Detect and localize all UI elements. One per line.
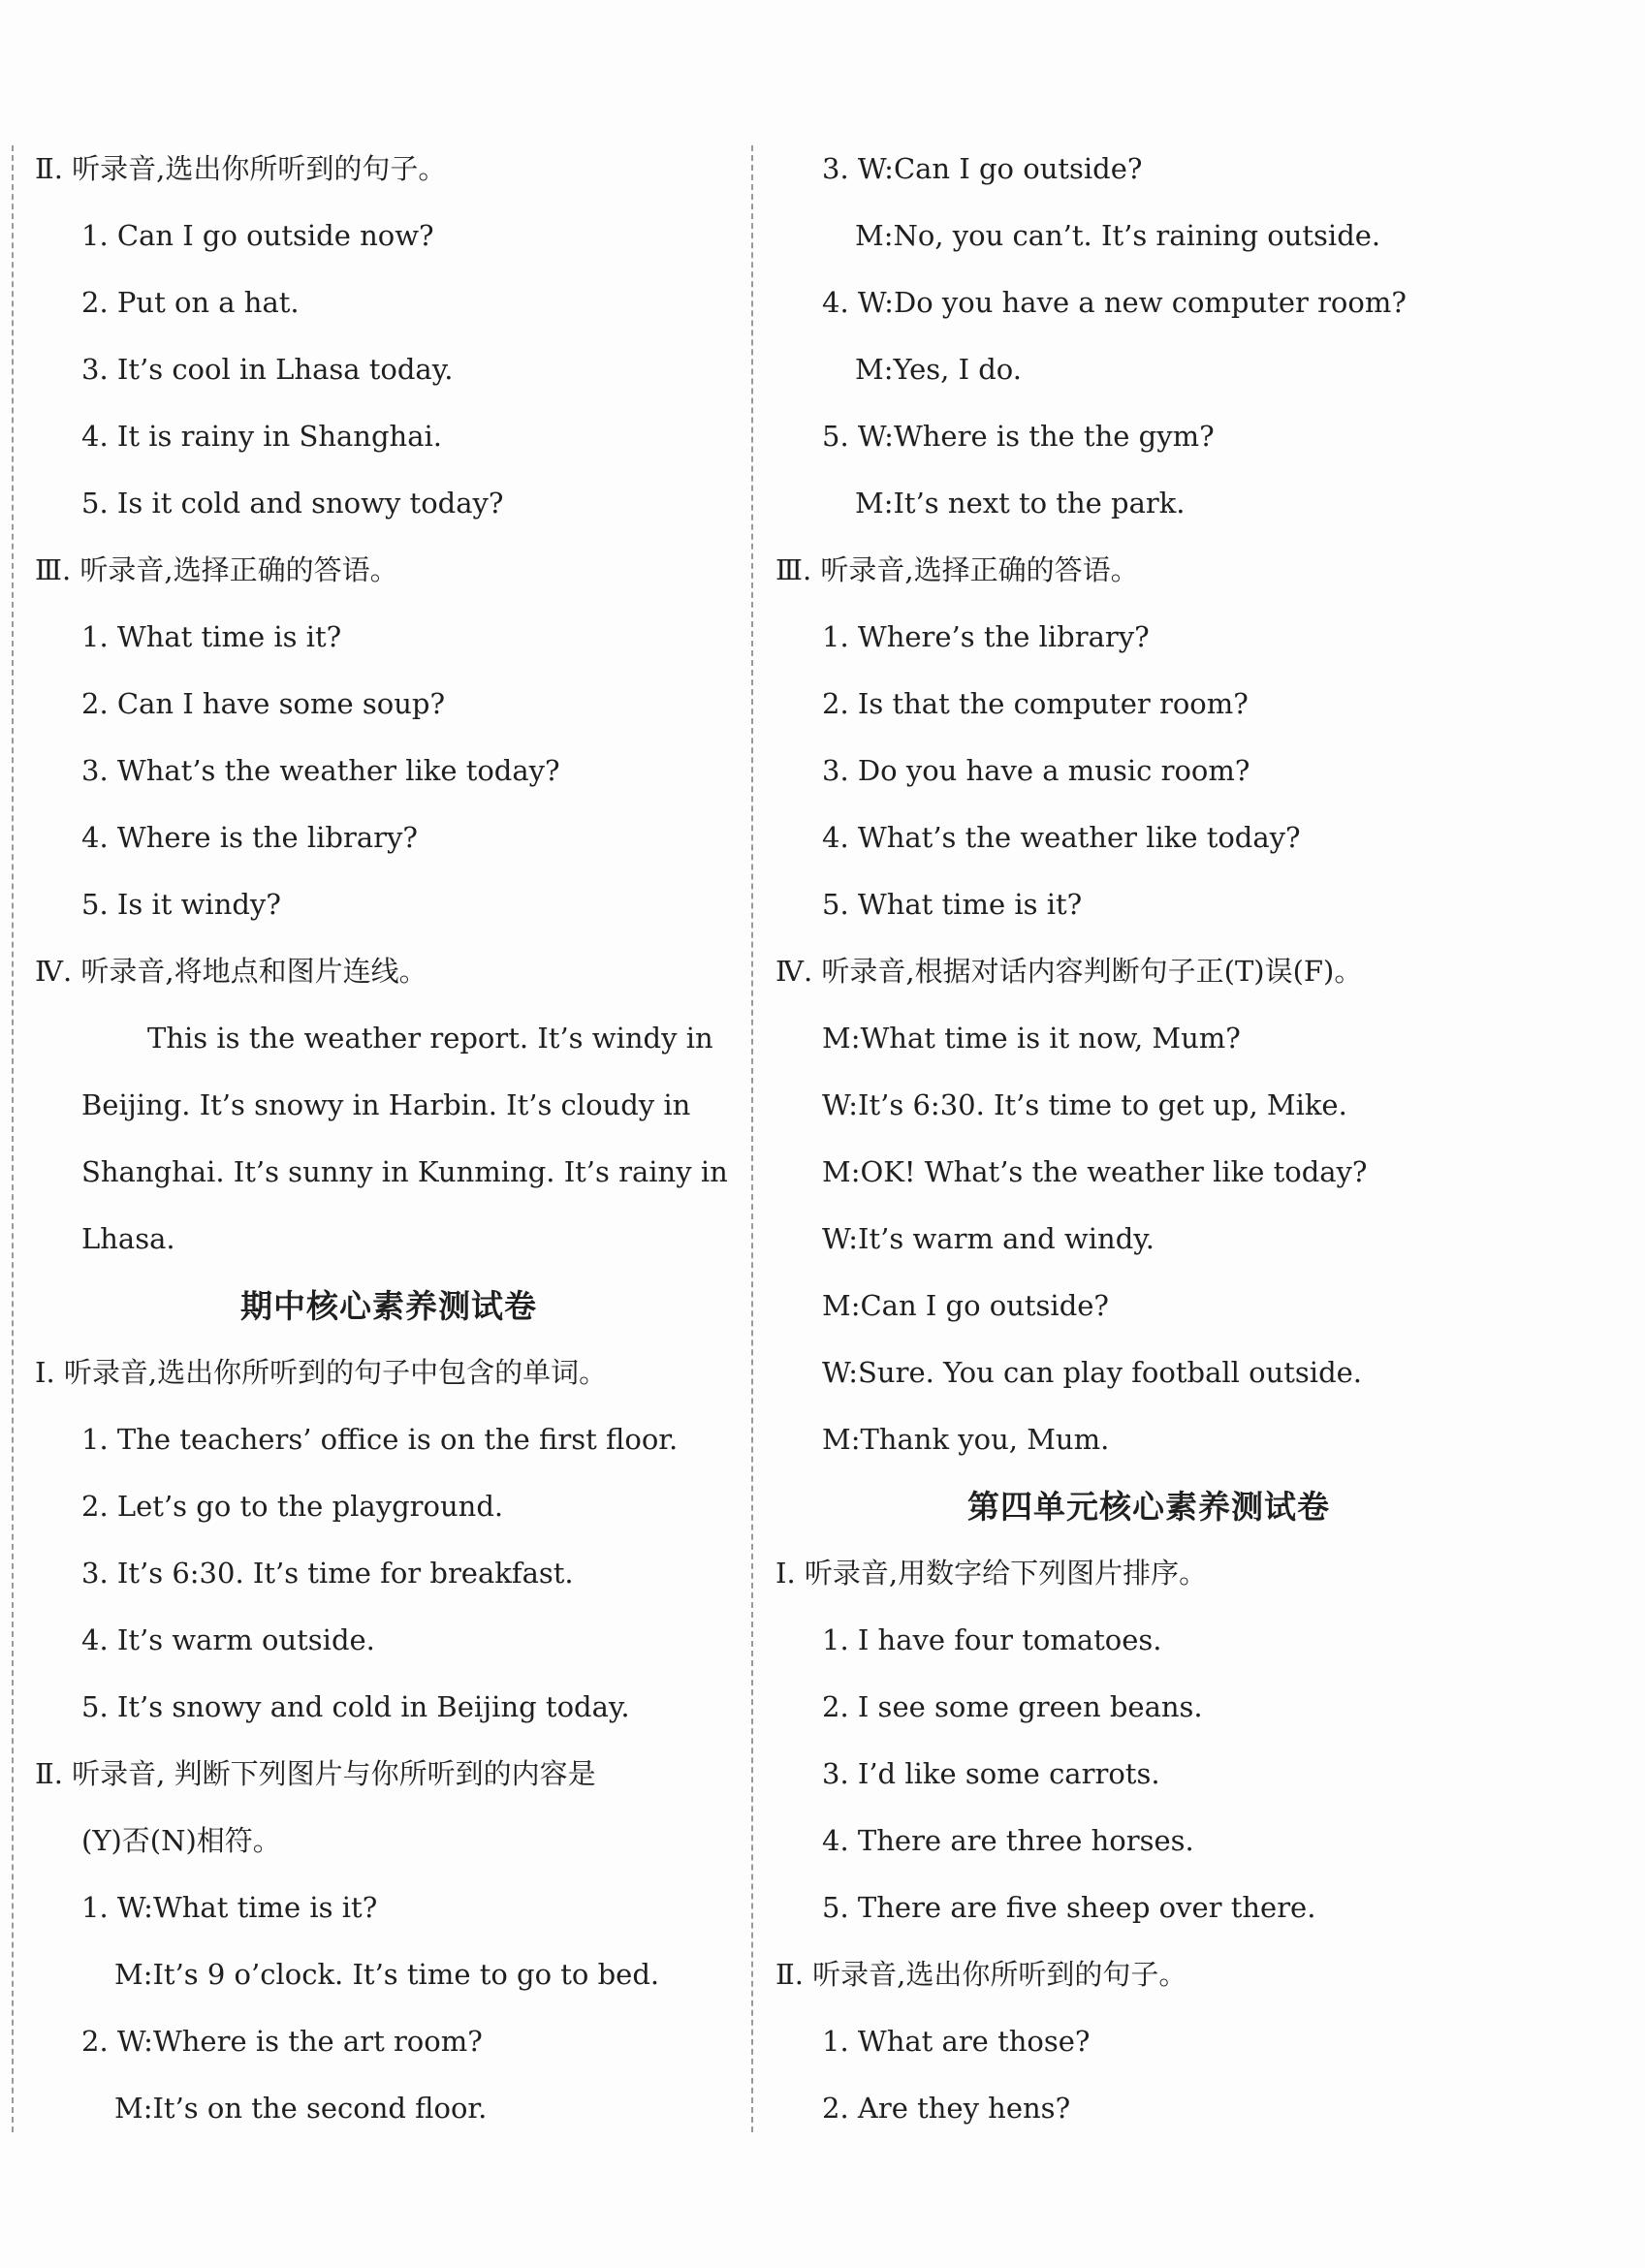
left-margin-divider [12,145,14,2132]
dialog-line: 1. W:What time is it? [81,1891,378,1924]
list-item: 5. There are five sheep over there. [822,1891,1316,1924]
dialog-line: M:It’s on the second floor. [114,2092,488,2125]
section-heading: Ⅱ. 听录音,选出你所听到的句子。 [775,1958,1187,1991]
dialog-line: 5. W:Where is the the gym? [822,420,1215,453]
dialog-line: M:It’s next to the park. [855,487,1186,520]
list-item: 1. Can I go outside now? [81,219,434,252]
list-item: 1. The teachers’ office is on the first floor. [81,1423,679,1456]
dialog-line: M:OK! What’s the weather like today? [822,1155,1368,1188]
list-item: 3. What’s the weather like today? [81,754,560,787]
list-item: 4. What’s the weather like today? [822,821,1301,854]
section-heading: Ⅰ. 听录音,选出你所听到的句子中包含的单词。 [35,1356,608,1389]
list-item: 1. What are those? [822,2025,1091,2058]
dialog-line: 3. W:Can I go outside? [822,152,1143,185]
list-item: 1. Where’s the library? [822,620,1150,653]
dialog-line: W:It’s warm and windy. [822,1222,1155,1255]
dialog-line: 4. W:Do you have a new computer room? [822,286,1407,319]
dialog-line: M:What time is it now, Mum? [822,1022,1241,1055]
list-item: 2. Is that the computer room? [822,687,1249,720]
dialog-line: M:It’s 9 o’clock. It’s time to go to bed. [114,1958,660,1991]
list-item: 1. What time is it? [81,620,342,653]
unit4-title: 第四单元核心素养测试卷 [967,1488,1330,1526]
midterm-title: 期中核心素养测试卷 [240,1287,537,1325]
list-item: 2. Can I have some soup? [81,687,446,720]
paragraph-line: Shanghai. It’s sunny in Kunming. It’s rainy in [81,1155,728,1188]
dialog-line: M:Thank you, Mum. [822,1423,1110,1456]
paragraph-line: Beijing. It’s snowy in Harbin. It’s cloudy in [81,1088,691,1121]
paragraph-line: Lhasa. [81,1222,175,1255]
list-item: 4. There are three horses. [822,1824,1194,1857]
list-item: 2. Put on a hat. [81,286,300,319]
section-heading: Ⅱ. 听录音,选出你所听到的句子。 [35,152,447,185]
list-item: 2. Are they hens? [822,2092,1071,2125]
section-heading: Ⅳ. 听录音,将地点和图片连线。 [35,955,427,988]
dialog-line: W:Sure. You can play football outside. [822,1356,1363,1389]
list-item: 2. Let’s go to the playground. [81,1490,504,1523]
list-item: 5. Is it cold and snowy today? [81,487,504,520]
dialog-line: M:Yes, I do. [855,353,1022,386]
dialog-line: M:No, you can’t. It’s raining outside. [855,219,1381,252]
paragraph-line: This is the weather report. It’s windy in [147,1022,713,1055]
section-heading: Ⅰ. 听录音,用数字给下列图片排序。 [775,1557,1208,1590]
dialog-line: M:Can I go outside? [822,1289,1109,1322]
list-item: 4. Where is the library? [81,821,418,854]
list-item: 3. Do you have a music room? [822,754,1250,787]
list-item: 5. What time is it? [822,888,1083,921]
left-column [35,136,743,2142]
list-item: 4. It’s warm outside. [81,1623,375,1656]
section-heading-continued: (Y)否(N)相符。 [81,1824,281,1857]
list-item: 2. I see some green beans. [822,1690,1203,1723]
list-item: 4. It is rainy in Shanghai. [81,420,443,453]
list-item: 5. Is it windy? [81,888,281,921]
list-item: 3. It’s 6:30. It’s time for breakfast. [81,1557,574,1590]
column-divider [751,145,753,2132]
list-item: 3. I’d like some carrots. [822,1757,1160,1790]
section-heading: Ⅱ. 听录音, 判断下列图片与你所听到的内容是 [35,1757,596,1790]
section-heading: Ⅲ. 听录音,选择正确的答语。 [775,553,1139,586]
section-heading: Ⅳ. 听录音,根据对话内容判断句子正(T)误(F)。 [775,955,1363,988]
list-item: 1. I have four tomatoes. [822,1623,1162,1656]
dialog-line: W:It’s 6:30. It’s time to get up, Mike. [822,1088,1347,1121]
section-heading: Ⅲ. 听录音,选择正确的答语。 [35,553,398,586]
list-item: 3. It’s cool in Lhasa today. [81,353,454,386]
list-item: 5. It’s snowy and cold in Beijing today. [81,1690,630,1723]
right-column [775,136,1522,2142]
dialog-line: 2. W:Where is the art room? [81,2025,483,2058]
